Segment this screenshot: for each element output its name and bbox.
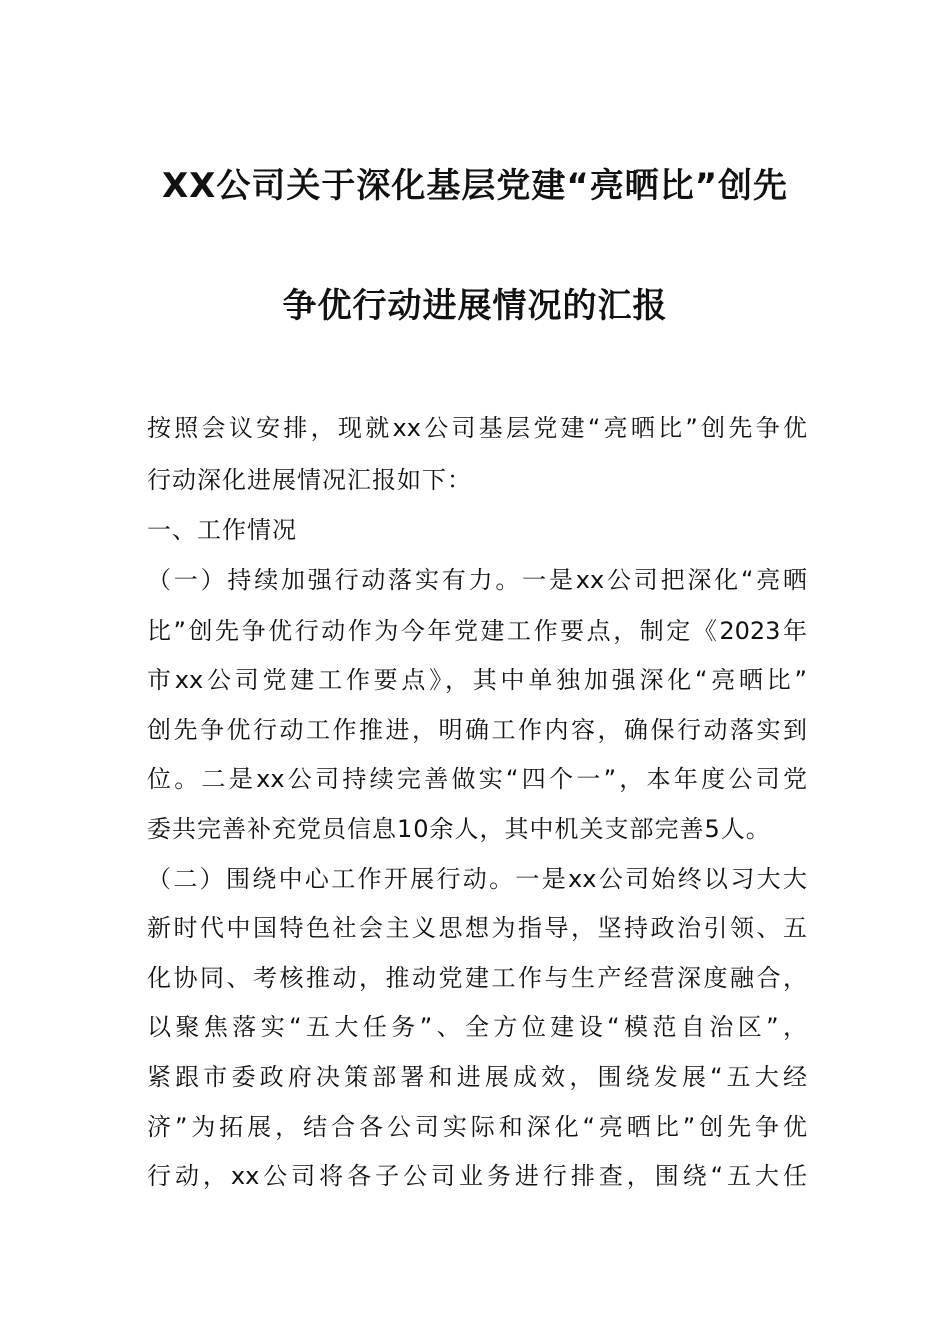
body-line: （一）持续加强行动落实有力。一是xx公司把深化“亮晒 [147, 566, 807, 594]
body-line: 新时代中国特色社会主义思想为指导，坚持政治引领、五 [147, 914, 807, 942]
body-line: 行动，xx公司将各子公司业务进行排查，围绕“五大任 [147, 1162, 807, 1190]
body-line: 以聚焦落实“五大任务”、全方位建设“模范自治区”， [147, 1013, 807, 1041]
body-line: 市xx公司党建工作要点》，其中单独加强深化“亮晒比” [147, 666, 807, 694]
body-line: 紧跟市委政府决策部署和进展成效，围绕发展“五大经 [147, 1063, 807, 1091]
body-line: 济”为拓展，结合各公司实际和深化“亮晒比”创先争优 [147, 1113, 807, 1141]
body-line: 位。二是xx公司持续完善做实“四个一”，本年度公司党 [147, 765, 807, 793]
body-line: 创先争优行动工作推进，明确工作内容，确保行动落实到 [147, 716, 807, 744]
body-line: （二）围绕中心工作开展行动。一是xx公司始终以习大大 [147, 865, 807, 893]
body-line: 比”创先争优行动作为今年党建工作要点，制定《2023年 [147, 617, 807, 645]
document-title-line-1: XX公司关于深化基层党建“亮晒比”创先 [161, 166, 789, 206]
section-heading: 一、工作情况 [147, 516, 297, 544]
body-line: 委共完善补充党员信息10余人，其中机关支部完善5人。 [147, 815, 771, 843]
body-line: 行动深化进展情况汇报如下： [147, 466, 472, 494]
body-line: 按照会议安排，现就xx公司基层党建“亮晒比”创先争优 [147, 414, 807, 442]
document-title-line-2: 争优行动进展情况的汇报 [282, 286, 668, 326]
body-line: 化协同、考核推动，推动党建工作与生产经营深度融合， [147, 964, 807, 992]
